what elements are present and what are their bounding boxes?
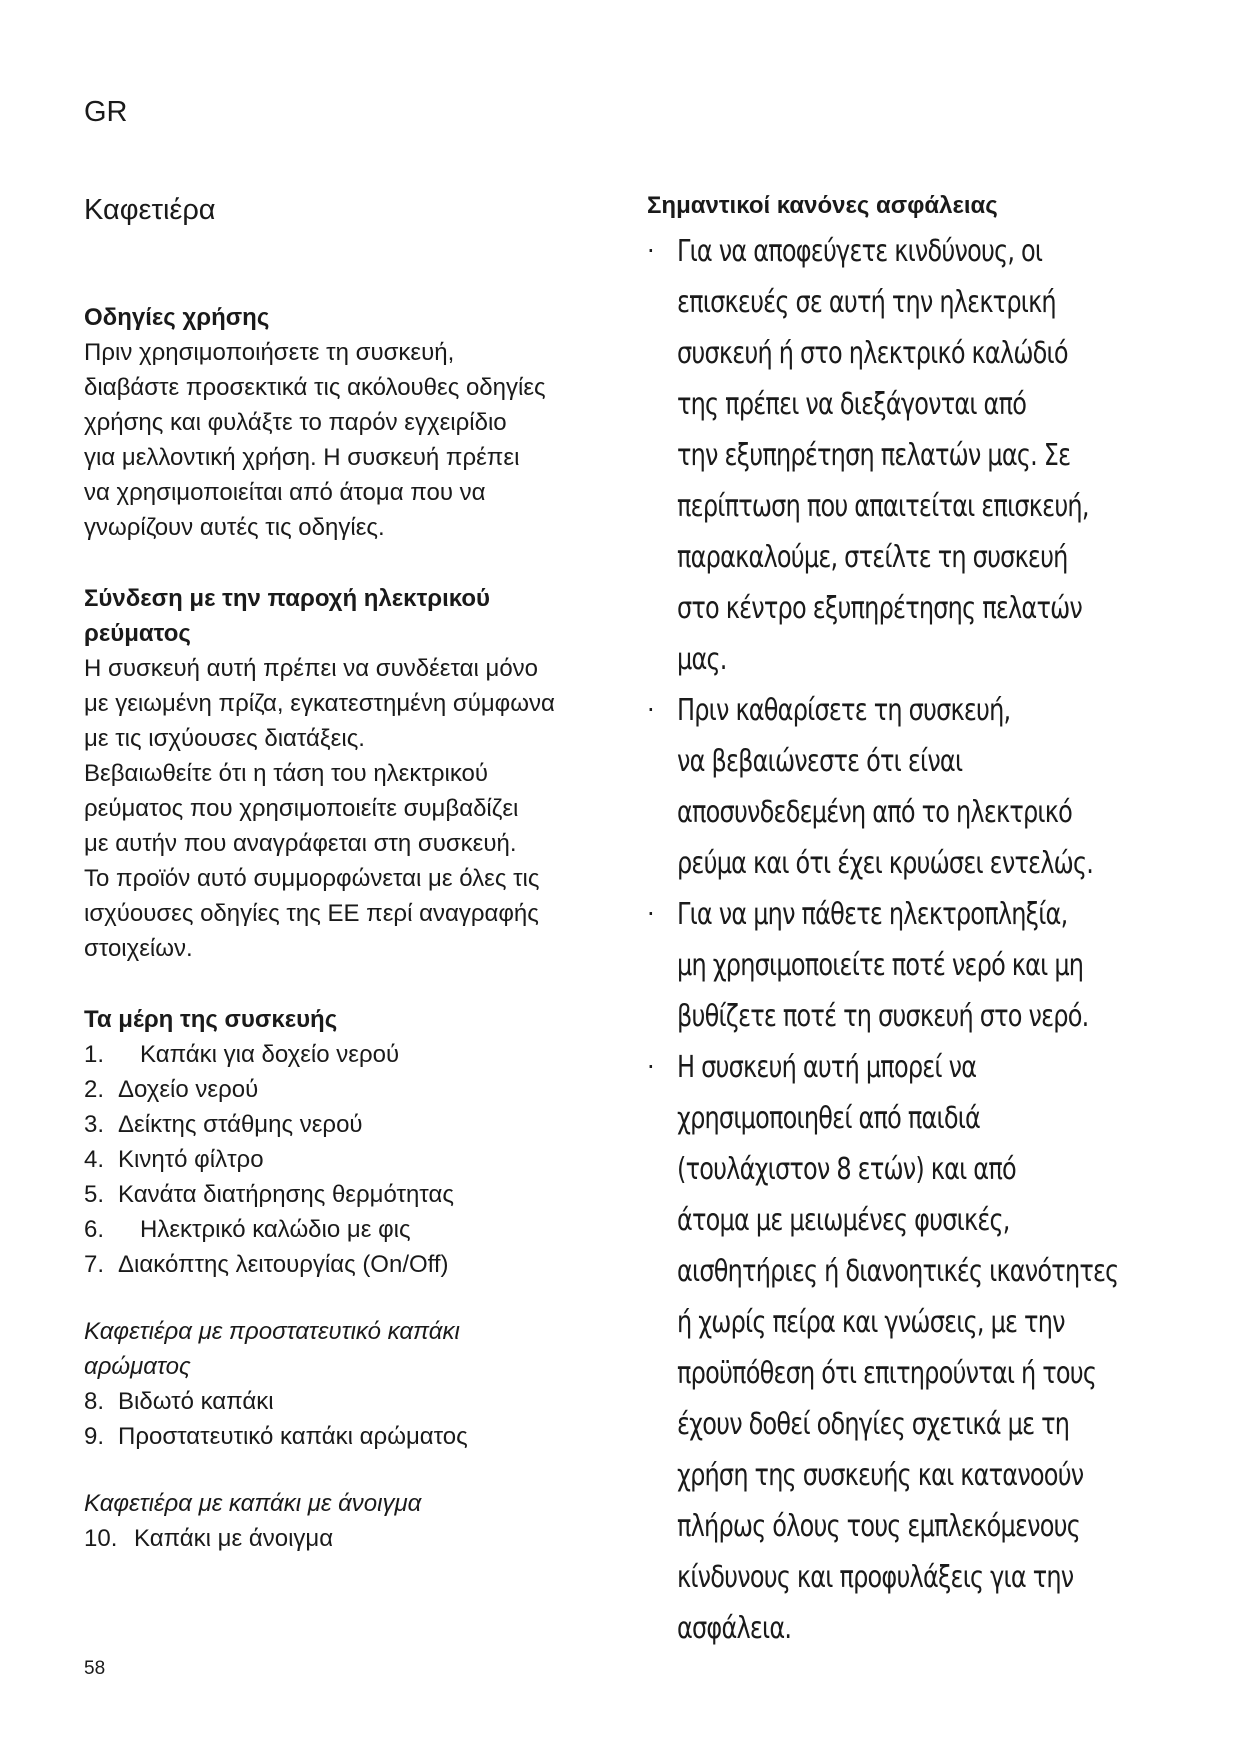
power-line: ρεύματος που χρησιμοποιείτε συμβαδίζει	[84, 795, 519, 822]
variant2-list	[84, 1521, 624, 1556]
list-item: 5. Κανάτα διατήρησης θερμότητας	[84, 1181, 454, 1208]
power-line: Η συσκευή αυτή πρέπει να συνδέεται μόνο	[84, 655, 539, 682]
power-line: ισχύουσες οδηγίες της ΕΕ περί αναγραφής	[84, 900, 539, 927]
variant-heading-cont: αρώματος	[84, 1353, 191, 1380]
safety-item: · Για να μην πάθετε ηλεκτροπληξία, μη χρησιμοποιείτε ποτέ νερό και μη βυθίζετε ποτέ τη συσκευή στο νερό.	[647, 889, 1167, 1042]
usage-line: να χρησιμοποιείται από άτομα που να	[84, 479, 486, 506]
bullet-icon: ·	[647, 237, 654, 265]
bullet-icon: ·	[647, 696, 654, 724]
list-item: 8. Βιδωτό καπάκι	[84, 1388, 274, 1415]
parts-heading: Τα μέρη της συσκευής	[84, 1006, 338, 1033]
list-item: 7. Διακόπτης λειτουργίας (On/Off)	[84, 1251, 449, 1278]
list-item: 3. Δείκτης στάθμης νερού	[84, 1111, 363, 1138]
list-item: 4. Κινητό φίλτρο	[84, 1146, 264, 1173]
safety-item: · Για να αποφεύγετε κινδύνους, οι επισκευές σε αυτή την ηλεκτρική συσκευή ή στο ηλεκτρικό καλώδιό της πρέπει να διεξάγονται από την εξυπηρέτηση πελατών μας. Σε περίπτωση που απαιτείται επισκευή, παρακαλούμε, στείλτε τη συσκευή στο κέντρο εξυπηρέτησης πελατών μας.	[647, 226, 1167, 685]
parts-list	[84, 1037, 624, 1282]
variant2-heading: Καφετιέρα με καπάκι με άνοιγμα	[84, 1490, 422, 1517]
variant-heading: Καφετιέρα με προστατευτικό καπάκι	[84, 1318, 460, 1345]
usage-line: για μελλοντική χρήση. Η συσκευή πρέπει	[84, 444, 520, 471]
power-line: Το προϊόν αυτό συμμορφώνεται με όλες τις	[84, 865, 540, 892]
left-column	[84, 300, 624, 1556]
usage-line: Πριν χρησιμοποιήσετε τη συσκευή,	[84, 339, 455, 366]
bullet-icon: ·	[647, 900, 654, 928]
usage-line: γνωρίζουν αυτές τις οδηγίες.	[84, 514, 385, 541]
list-item: 10. Καπάκι με άνοιγμα	[84, 1525, 334, 1552]
page-number: 58	[84, 1658, 106, 1679]
bullet-icon: ·	[647, 1053, 654, 1081]
usage-section	[84, 300, 624, 545]
power-line: με τις ισχύουσες διατάξεις.	[84, 725, 365, 752]
language-code: GR	[84, 96, 128, 128]
usage-line: χρήσης και φυλάξτε το παρόν εγχειρίδιο	[84, 409, 507, 436]
power-line: με γειωμένη πρίζα, εγκατεστημένη σύμφωνα	[84, 690, 555, 717]
power-line: στοιχείων.	[84, 935, 193, 962]
power-heading-cont: ρεύματος	[84, 620, 191, 647]
safety-heading: Σημαντικοί κανόνες ασφάλειας	[647, 192, 998, 219]
page-title: Καφετιέρα	[84, 194, 216, 226]
parts-section	[84, 1002, 624, 1556]
power-line: Βεβαιωθείτε ότι η τάση του ηλεκτρικού	[84, 760, 489, 787]
list-item: 2. Δοχείο νερού	[84, 1076, 259, 1103]
usage-line: διαβάστε προσεκτικά τις ακόλουθες οδηγίες	[84, 374, 546, 401]
power-section	[84, 581, 624, 966]
power-heading: Σύνδεση με την παροχή ηλεκτρικού	[84, 585, 491, 612]
safety-list	[647, 226, 1167, 1654]
list-item: 1. Καπάκι για δοχείο νερού	[84, 1041, 400, 1068]
safety-item: · Πριν καθαρίσετε τη συσκευή, να βεβαιώνεστε ότι είναι αποσυνδεδεμένη από το ηλεκτρικό ρεύμα και ότι έχει κρυώσει εντελώς.	[647, 685, 1167, 889]
safety-item: · Η συσκευή αυτή μπορεί να χρησιμοποιηθεί από παιδιά (τουλάχιστον 8 ετών) και από άτομα με μειωμένες φυσικές, αισθητήριες ή διανοητικές ικανότητες ή χωρίς πείρα και γνώσεις, με την προϋπόθεση ότι επιτηρούνται ή τους έχουν δοθεί οδηγίες σχετικά με τη χρήση της συσκευής και κατανοούν πλήρως όλους τους εμπλεκόμενους κίνδυνους και προφυλάξεις για την ασφάλεια.	[647, 1042, 1167, 1654]
list-item: 9. Προστατευτικό καπάκι αρώματος	[84, 1423, 468, 1450]
power-line: με αυτήν που αναγράφεται στη συσκευή.	[84, 830, 517, 857]
list-item: 6. Ηλεκτρικό καλώδιο με φις	[84, 1216, 411, 1243]
right-column	[647, 186, 1167, 1654]
usage-heading: Οδηγίες χρήσης	[84, 304, 270, 331]
variant1-list	[84, 1384, 624, 1454]
